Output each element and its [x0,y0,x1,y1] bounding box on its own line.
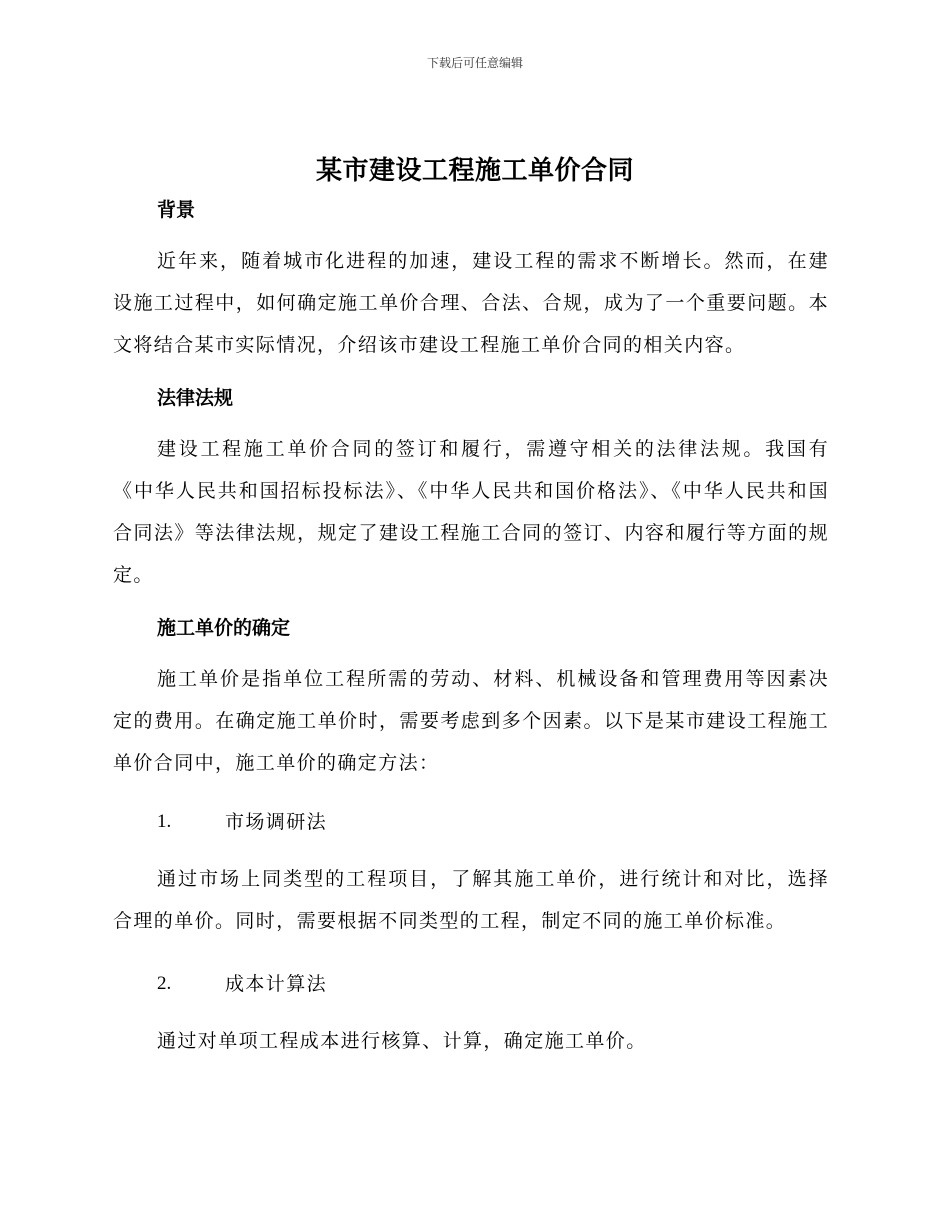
list-number: 1. [157,811,172,832]
list-item-method-1 [113,806,829,838]
list-number: 2. [157,973,172,994]
paragraph-background: 近年来，随着城市化进程的加速，建设工程的需求不断增长。然而，在建设施工过程中，如何确定施工单价合理、合法、合规，成为了一个重要问题。本文将结合某市实际情况，介绍该市建设工程施工单价合同的相关内容。 [113,250,829,356]
paragraph-method-2: 通过对单项工程成本进行核算、计算，确定施工单价。 [157,1030,647,1052]
section-heading-laws: 法律法规 [157,387,234,409]
list-label: 市场调研法 [225,811,328,833]
paragraph-laws: 建设工程施工单价合同的签订和履行，需遵守相关的法律法规。我国有《中华人民共和国招标投标法》、《中华人民共和国价格法》、《中华人民共和国合同法》等法律法规，规定了建设工程施工合同的签订、内容和履行等方面的规定。 [113,438,829,586]
section-heading-pricing: 施工单价的确定 [157,617,291,639]
document-body [113,194,829,1062]
section-heading-background: 背景 [157,199,196,221]
list-item-method-2 [113,968,829,1000]
paragraph-method-1: 通过市场上同类型的工程项目，了解其施工单价，进行统计和对比，选择合理的单价。同时，需要根据不同类型的工程，制定不同的施工单价标准。 [113,868,829,932]
document-title: 某市建设工程施工单价合同 [315,156,634,186]
paragraph-pricing: 施工单价是指单位工程所需的劳动、材料、机械设备和管理费用等因素决定的费用。在确定施工单价时，需要考虑到多个因素。以下是某市建设工程施工单价合同中，施工单价的确定方法： [113,668,829,774]
list-label: 成本计算法 [225,973,328,995]
page-header-note: 下载后可任意编辑 [426,56,523,70]
